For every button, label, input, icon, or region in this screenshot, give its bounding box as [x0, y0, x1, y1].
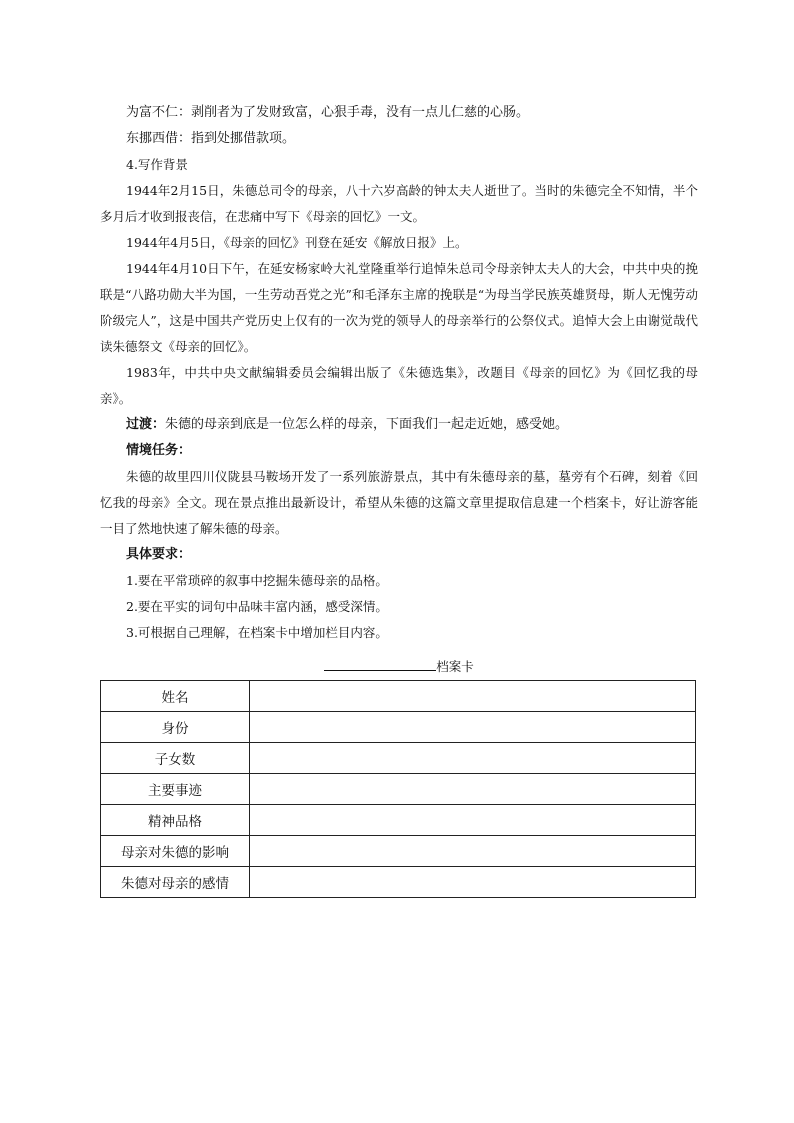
row-answer-cell[interactable] [250, 743, 696, 774]
row-answer-cell[interactable] [250, 712, 696, 743]
row-label: 身份 [101, 712, 250, 743]
row-label: 母亲对朱德的影响 [101, 836, 250, 867]
row-label: 精神品格 [101, 805, 250, 836]
row-label: 子女数 [101, 743, 250, 774]
document-page [100, 100, 698, 898]
table-row [101, 836, 696, 867]
row-answer-cell[interactable] [250, 805, 696, 836]
row-answer-cell[interactable] [250, 867, 696, 898]
row-label: 朱德对母亲的感情 [101, 867, 250, 898]
table-row [101, 712, 696, 743]
section-heading: 4.写作背景 [126, 157, 188, 172]
background-paragraph: 1944年4月10日下午，在延安杨家岭大礼堂隆重举行追悼朱总司令母亲钟太夫人的大会，中共中央的挽联是“八路功勋大半为国，一生劳动吾党之光”和毛泽东主席的挽联是“为母当学民族英雄贤母，斯人无愧劳动阶级完人”，这是中国共产党历史上仅有的一次为党的领导人的母亲举行的公祭仪式。追悼大会上由谢觉哉代读朱德祭文《母亲的回忆》。 [100, 261, 698, 354]
transition-line [100, 412, 698, 438]
background-paragraph: 1983年，中共中央文献编辑委员会编辑出版了《朱德选集》，改题目《母亲的回忆》为《回忆我的母亲》。 [100, 365, 698, 406]
requirement-item: 2.要在平实的词句中品味丰富内涵，感受深情。 [126, 599, 388, 614]
card-title [100, 656, 698, 680]
row-answer-cell[interactable] [250, 681, 696, 712]
row-label: 姓名 [101, 681, 250, 712]
row-label: 主要事迹 [101, 774, 250, 805]
table-row [101, 805, 696, 836]
card-title-blank[interactable] [324, 656, 436, 671]
archive-card-table [100, 680, 696, 898]
requirement-item: 3.可根据自己理解，在档案卡中增加栏目内容。 [126, 625, 388, 640]
transition-text: 朱德的母亲到底是一位怎么样的母亲，下面我们一起走近她，感受她。 [165, 417, 569, 432]
background-paragraph: 1944年4月5日，《母亲的回忆》刊登在延安《解放日报》上。 [126, 235, 468, 250]
transition-label: 过渡： [126, 417, 166, 432]
requirement-item: 1.要在平常琐碎的叙事中挖掘朱德母亲的品格。 [126, 573, 388, 588]
definition-line: 东挪西借：指到处挪借款项。 [126, 131, 296, 146]
task-label: 情境任务： [126, 443, 192, 458]
background-paragraph: 1944年2月15日，朱德总司令的母亲，八十六岁高龄的钟太夫人逝世了。当时的朱德完全不知情，半个多月后才收到报丧信，在悲痛中写下《母亲的回忆》一文。 [100, 183, 698, 224]
table-row [101, 774, 696, 805]
task-paragraph: 朱德的故里四川仪陇县马鞍场开发了一系列旅游景点，其中有朱德母亲的墓，墓旁有个石碑，刻着《回忆我的母亲》全文。现在景点推出最新设计，希望从朱德的这篇文章里提取信息建一个档案卡，好让游客能一目了然地快速了解朱德的母亲。 [100, 469, 698, 536]
card-title-text: 档案卡 [436, 659, 474, 674]
row-answer-cell[interactable] [250, 774, 696, 805]
table-row [101, 743, 696, 774]
row-answer-cell[interactable] [250, 836, 696, 867]
definition-line: 为富不仁：剥削者为了发财致富，心狠手毒，没有一点儿仁慈的心肠。 [126, 105, 530, 120]
table-row [101, 867, 696, 898]
table-row [101, 681, 696, 712]
requirements-label: 具体要求： [126, 547, 192, 562]
